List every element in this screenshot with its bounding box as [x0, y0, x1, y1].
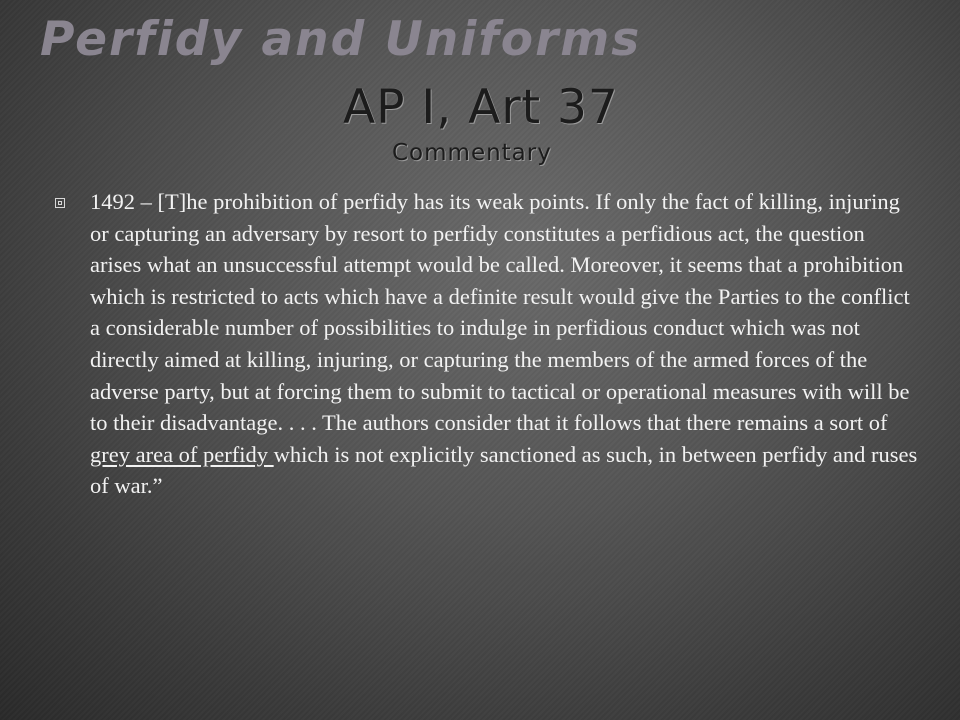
bullet-list [40, 186, 920, 502]
square-bullet-icon [55, 198, 65, 208]
slide-subsubtitle: Commentary [392, 140, 552, 166]
slide-subtitle: AP I, Art 37 [343, 80, 619, 135]
list-item [40, 186, 920, 502]
bullet-text-after: which is not explicitly sanctioned as such, in between perfidy and ruses of war.” [90, 441, 918, 499]
slide-title: Perfidy and Uniforms [40, 12, 642, 67]
bullet-text-before: 1492 – [T]he prohibition of perfidy has its weak points. If only the fact of killing, injuring or capturing an adversary by resort to perfidy constitutes a perfidious act, the question arises what an unsuccessful attempt would be called. Moreover, it seems that a prohibition which is restricted to acts which have a definite result would give the Parties to the conflict a considerable number of possibilities to indulge in perfidious conduct which was not directly aimed at killing, injuring, or capturing the members of the armed forces of the adverse party, but at forcing them to submit to tactical or operational measures with will be to their disadvantage. . . . The authors consider that it follows that there remains a sort of [90, 189, 910, 436]
bullet-text [90, 186, 920, 502]
underlined-phrase: grey area of perfidy [90, 441, 274, 467]
